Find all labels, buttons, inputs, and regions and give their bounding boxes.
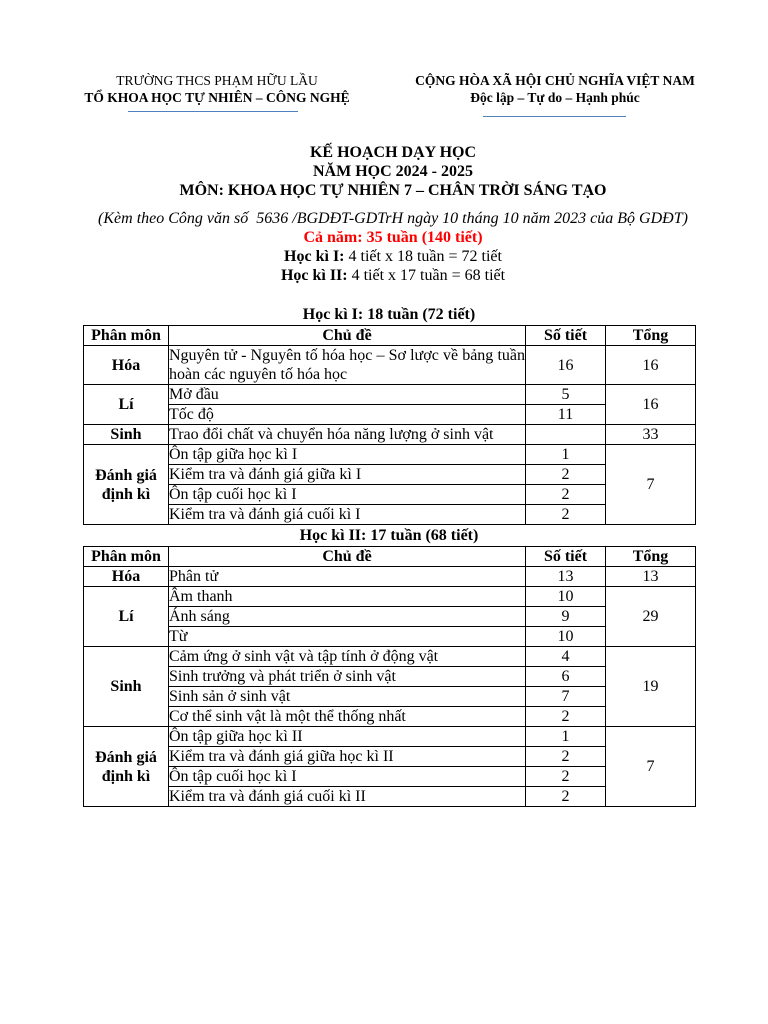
- topic-cell: Ôn tập cuối học kì I: [169, 767, 526, 787]
- periods-cell: 1: [526, 727, 606, 747]
- topic-cell: Kiểm tra và đánh giá cuối kì II: [169, 787, 526, 807]
- table-row: [84, 647, 696, 667]
- periods-cell: 2: [526, 707, 606, 727]
- table-row: [84, 627, 696, 647]
- table-row: [84, 505, 696, 525]
- topic-cell: Mở đầu: [169, 385, 526, 405]
- topic-cell: Từ: [169, 627, 526, 647]
- periods-cell: 10: [526, 587, 606, 607]
- table-row: [84, 727, 696, 747]
- table-row: [84, 587, 696, 607]
- table-row: [84, 425, 696, 445]
- total-cell: 29: [606, 587, 696, 647]
- periods-cell: 1: [526, 445, 606, 465]
- periods-cell: 9: [526, 607, 606, 627]
- periods-cell: 2: [526, 787, 606, 807]
- topic-cell: Âm thanh: [169, 587, 526, 607]
- table-row: [84, 707, 696, 727]
- subject-cell: Lí: [84, 587, 169, 647]
- table-row: [84, 687, 696, 707]
- full-year-summary: Cả năm: 35 tuần (140 tiết): [303, 229, 483, 246]
- header-left-rule: [128, 111, 298, 112]
- table-row: [84, 465, 696, 485]
- topic-cell: Cơ thể sinh vật là một thể thống nhất: [169, 707, 526, 727]
- periods-cell: 7: [526, 687, 606, 707]
- topic-cell: Nguyên tử - Nguyên tố hóa học – Sơ lược về bảng tuần hoàn các nguyên tố hóa học: [169, 347, 525, 383]
- periods-cell: 2: [526, 505, 606, 525]
- topic-cell: Sinh sản ở sinh vật: [169, 687, 526, 707]
- department-name: TỔ KHOA HỌC TỰ NHIÊN – CÔNG NGHỆ: [84, 90, 350, 105]
- topic-cell: Kiểm tra và đánh giá giữa kì I: [169, 465, 526, 485]
- topic-cell: Ôn tập giữa học kì II: [169, 727, 526, 747]
- subject-cell: Sinh: [84, 425, 169, 445]
- table-row: [84, 485, 696, 505]
- table-row: [84, 787, 696, 807]
- subject-line: MÔN: KHOA HỌC TỰ NHIÊN 7 – CHÂN TRỜI SÁNG TẠO: [179, 182, 607, 199]
- reference-note: (Kèm theo Công văn số 5636 /BGDĐT-GDTrH ngày 10 tháng 10 năm 2023 của Bộ GDĐT): [98, 210, 688, 227]
- periods-cell: 6: [526, 667, 606, 687]
- periods-cell: 10: [526, 627, 606, 647]
- topic-cell: Ôn tập giữa học kì I: [169, 445, 526, 465]
- title-block: [18, 143, 768, 285]
- semester2-summary-label: Học kì II:: [280, 267, 348, 284]
- column-header-total: Tổng: [606, 547, 696, 567]
- subject-cell: Đánh giá định kì: [84, 727, 169, 807]
- periods-cell: [526, 425, 606, 445]
- column-header-topic: Chủ đề: [169, 326, 526, 346]
- periods-cell: 2: [526, 485, 606, 505]
- table-row: [84, 346, 696, 385]
- subject-cell: Hóa: [84, 346, 169, 385]
- periods-cell: 13: [526, 567, 606, 587]
- subject-cell: Hóa: [84, 567, 169, 587]
- semester1-summary-value: 4 tiết x 18 tuần = 72 tiết: [348, 248, 502, 265]
- semester1-summary: [18, 247, 768, 266]
- periods-cell: 5: [526, 385, 606, 405]
- total-cell: 19: [606, 647, 696, 727]
- school-name: TRƯỜNG THCS PHẠM HỮU LẦU: [116, 73, 318, 88]
- subject-cell: Sinh: [84, 647, 169, 727]
- topic-cell: Phân tử: [169, 567, 526, 587]
- table-header-row: [84, 326, 696, 346]
- topic-cell: Sinh trưởng và phát triển ở sinh vật: [169, 667, 526, 687]
- periods-cell: 4: [526, 647, 606, 667]
- table-row: [84, 767, 696, 787]
- periods-cell: 2: [526, 747, 606, 767]
- national-motto: Độc lập – Tự do – Hạnh phúc: [470, 90, 640, 105]
- periods-cell: 2: [526, 767, 606, 787]
- table-header-row: [84, 547, 696, 567]
- topic-cell: Kiểm tra và đánh giá cuối kì I: [169, 505, 526, 525]
- total-cell: 16: [606, 346, 696, 385]
- header-left: [67, 72, 367, 106]
- total-cell: 7: [606, 727, 696, 807]
- table-row: [84, 667, 696, 687]
- periods-cell: 16: [526, 346, 606, 385]
- total-cell: 7: [606, 445, 696, 525]
- semester2-summary: [18, 266, 768, 285]
- topic-cell: Trao đổi chất và chuyển hóa năng lượng ở sinh vật: [169, 425, 526, 445]
- semester2-table: [83, 546, 696, 807]
- plan-area: [83, 304, 695, 807]
- column-header-periods: Số tiết: [526, 547, 606, 567]
- document-title: KẾ HOẠCH DẠY HỌC: [309, 144, 477, 161]
- column-header-subject: Phân môn: [84, 547, 169, 567]
- subject-cell: Lí: [84, 385, 169, 425]
- column-header-topic: Chủ đề: [169, 547, 526, 567]
- table-row: [84, 445, 696, 465]
- table-row: [84, 747, 696, 767]
- total-cell: 33: [606, 425, 696, 445]
- table-row: [84, 405, 696, 425]
- topic-cell: Ánh sáng: [169, 607, 526, 627]
- periods-cell: 2: [526, 465, 606, 485]
- semester1-summary-label: Học kì I:: [284, 248, 345, 265]
- header-right-rule: [483, 116, 626, 117]
- column-header-periods: Số tiết: [526, 326, 606, 346]
- total-cell: 13: [606, 567, 696, 587]
- semester2-caption: Học kì II: 17 tuần (68 tiết): [299, 527, 479, 544]
- topic-cell: Cảm ứng ở sinh vật và tập tính ở động vật: [169, 647, 526, 667]
- table-row: [84, 567, 696, 587]
- total-cell: 16: [606, 385, 696, 425]
- column-header-total: Tổng: [606, 326, 696, 346]
- topic-cell: Kiểm tra và đánh giá giữa học kì II: [169, 747, 526, 767]
- subject-cell: Đánh giá định kì: [84, 445, 169, 525]
- topic-cell: Ôn tập cuối học kì I: [169, 485, 526, 505]
- header-right: [405, 72, 705, 106]
- semester1-table: [83, 325, 696, 525]
- periods-cell: 11: [526, 405, 606, 425]
- school-year: NĂM HỌC 2024 - 2025: [313, 163, 473, 180]
- topic-cell: Tốc độ: [169, 405, 526, 425]
- semester1-caption: Học kì I: 18 tuần (72 tiết): [302, 306, 476, 323]
- country-name: CỘNG HÒA XÃ HỘI CHỦ NGHĨA VIỆT NAM: [415, 73, 695, 88]
- column-header-subject: Phân môn: [84, 326, 169, 346]
- table-row: [84, 385, 696, 405]
- table-row: [84, 607, 696, 627]
- semester2-summary-value: 4 tiết x 17 tuần = 68 tiết: [351, 267, 506, 284]
